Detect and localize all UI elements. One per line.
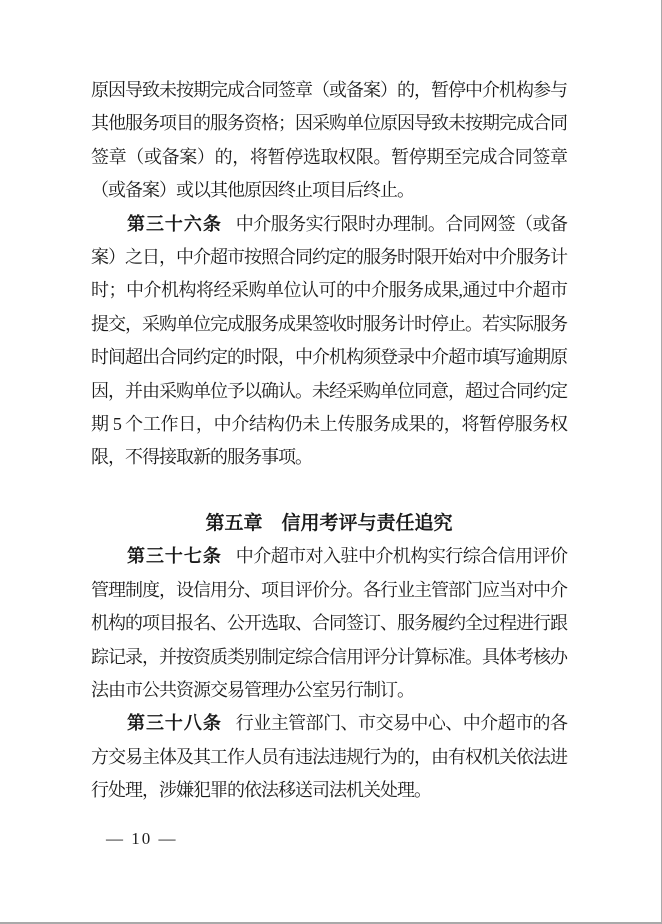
chapter-heading: 第五章 信用考评与责任追究 — [205, 512, 453, 534]
article-37-text: 中介超市对入驻中介机构实行综合信用评价管理制度，设信用分、项目评价分。各行业主管部门应当对中介机构的项目报名、公开选取、合同签订、服务履约全过程进行跟踪记录，并按资质类别制定综合信用评分计算标准。具体考核办法由市公共资源交易管理办公室另行制订。 — [91, 546, 568, 700]
document-body — [91, 74, 567, 808]
article-36-label: 第三十六条 — [127, 213, 222, 234]
article-36-text: 中介服务实行限时办理制。合同网签（或备案）之日，中介超市按照合同约定的服务时限开始对中介服务计时；中介机构将经采购单位认可的中介服务成果,通过中介超市提交，采购单位完成服务成果签收时服务计时停止。若实际服务时间超出合同约定的时限，中介机构须登录中介超市填写逾期原因，并由采购单位予以确认。未经采购单位同意，超过合同约定期 5 个工作日，中介结构仍未上传服务成果的，将暂停服务权限，不得接取新的服务事项。 — [91, 213, 568, 468]
paragraph-continuation: 原因导致未按期完成合同签章（或备案）的，暂停中介机构参与其他服务项目的服务资格；因采购单位原因导致未按期完成合同签章（或备案）的，将暂停选取权限。暂停期至完成合同签章（或备案）或以其他原因终止项目后终止。 — [91, 80, 567, 201]
article-38-text: 行业主管部门、市交易中心、中介超市的各方交易主体及其工作人员有违法违规行为的，由有权机关依法进行处理，涉嫌犯罪的依法移送司法机关处理。 — [91, 713, 568, 801]
page-number: — 10 — — [106, 829, 178, 848]
article-37 — [91, 540, 567, 707]
article-38 — [91, 707, 567, 807]
article-36 — [91, 208, 567, 475]
article-38-label: 第三十八条 — [127, 713, 222, 734]
article-37-label: 第三十七条 — [127, 546, 222, 567]
